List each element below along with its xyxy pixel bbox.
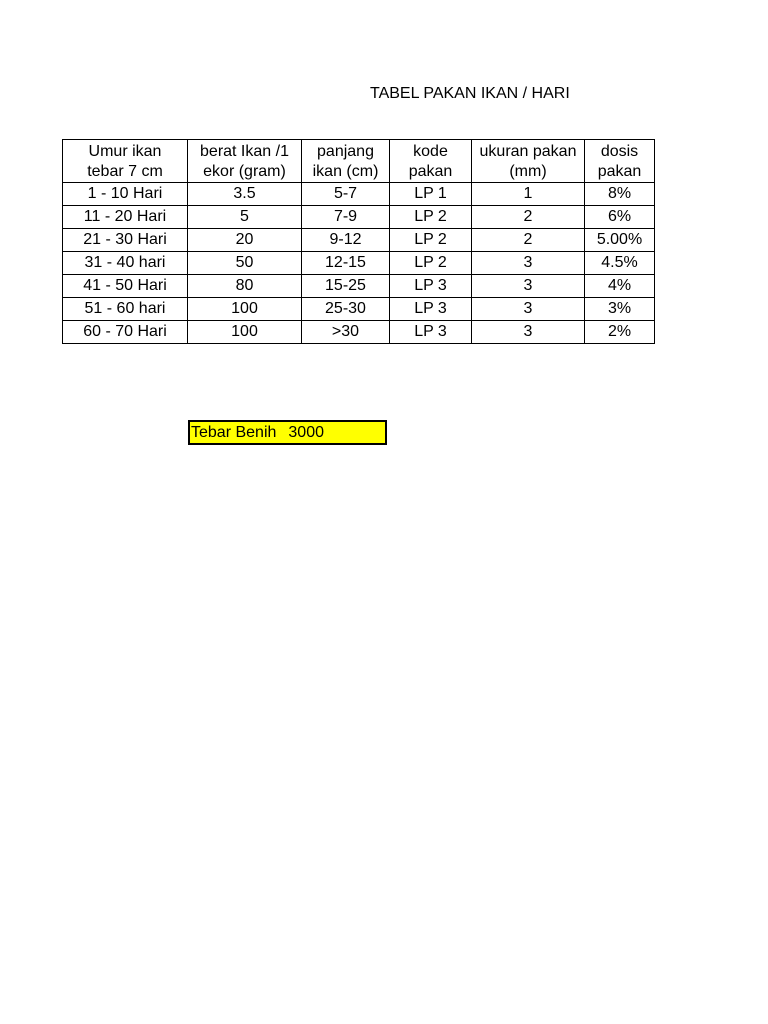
- table-cell: 3: [472, 252, 585, 275]
- table-cell: LP 2: [390, 229, 472, 252]
- table-cell: LP 1: [390, 183, 472, 206]
- table-cell: LP 3: [390, 275, 472, 298]
- table-header-row: [63, 140, 655, 183]
- table-body: [63, 183, 655, 344]
- table-cell: 20: [188, 229, 302, 252]
- table-cell: 4.5%: [585, 252, 655, 275]
- table-cell: 100: [188, 321, 302, 344]
- table-cell: >30: [302, 321, 390, 344]
- table-cell: 7-9: [302, 206, 390, 229]
- table-cell: 15-25: [302, 275, 390, 298]
- table-cell: 31 - 40 hari: [63, 252, 188, 275]
- table-row: [63, 229, 655, 252]
- table-row: [63, 321, 655, 344]
- header-cell: berat Ikan /1 ekor (gram): [188, 140, 302, 183]
- table-cell: 3: [472, 298, 585, 321]
- header-cell: ukuran pakan (mm): [472, 140, 585, 183]
- table-cell: 80: [188, 275, 302, 298]
- table-cell: 5-7: [302, 183, 390, 206]
- table-cell: 8%: [585, 183, 655, 206]
- table-cell: 12-15: [302, 252, 390, 275]
- table-cell: 41 - 50 Hari: [63, 275, 188, 298]
- table-cell: 5: [188, 206, 302, 229]
- table-cell: 11 - 20 Hari: [63, 206, 188, 229]
- header-cell: dosis pakan: [585, 140, 655, 183]
- table-row: [63, 183, 655, 206]
- table-cell: 60 - 70 Hari: [63, 321, 188, 344]
- table-cell: 25-30: [302, 298, 390, 321]
- table-cell: LP 2: [390, 252, 472, 275]
- table-cell: 50: [188, 252, 302, 275]
- table-row: [63, 275, 655, 298]
- table-cell: 51 - 60 hari: [63, 298, 188, 321]
- table-cell: LP 3: [390, 298, 472, 321]
- table-row: [63, 206, 655, 229]
- table-cell: 21 - 30 Hari: [63, 229, 188, 252]
- table-cell: 9-12: [302, 229, 390, 252]
- page-title: TABEL PAKAN IKAN / HARI: [370, 85, 570, 102]
- table-cell: 100: [188, 298, 302, 321]
- table-cell: LP 2: [390, 206, 472, 229]
- seed-value: 3000: [288, 424, 324, 441]
- table-cell: 1: [472, 183, 585, 206]
- table-cell: 3: [472, 275, 585, 298]
- seed-label: Tebar Benih: [191, 424, 277, 441]
- table-row: [63, 252, 655, 275]
- table-cell: 6%: [585, 206, 655, 229]
- table-cell: LP 3: [390, 321, 472, 344]
- header-cell: Umur ikan tebar 7 cm: [63, 140, 188, 183]
- table-cell: 3: [472, 321, 585, 344]
- table-cell: 3.5: [188, 183, 302, 206]
- header-cell: panjang ikan (cm): [302, 140, 390, 183]
- table-row: [63, 298, 655, 321]
- feed-table: [62, 139, 655, 344]
- table-cell: 2%: [585, 321, 655, 344]
- table-cell: 2: [472, 206, 585, 229]
- seed-count-cell: [188, 420, 387, 445]
- table-cell: 2: [472, 229, 585, 252]
- table-cell: 1 - 10 Hari: [63, 183, 188, 206]
- table-cell: 5.00%: [585, 229, 655, 252]
- table-cell: 4%: [585, 275, 655, 298]
- header-cell: kode pakan: [390, 140, 472, 183]
- table-cell: 3%: [585, 298, 655, 321]
